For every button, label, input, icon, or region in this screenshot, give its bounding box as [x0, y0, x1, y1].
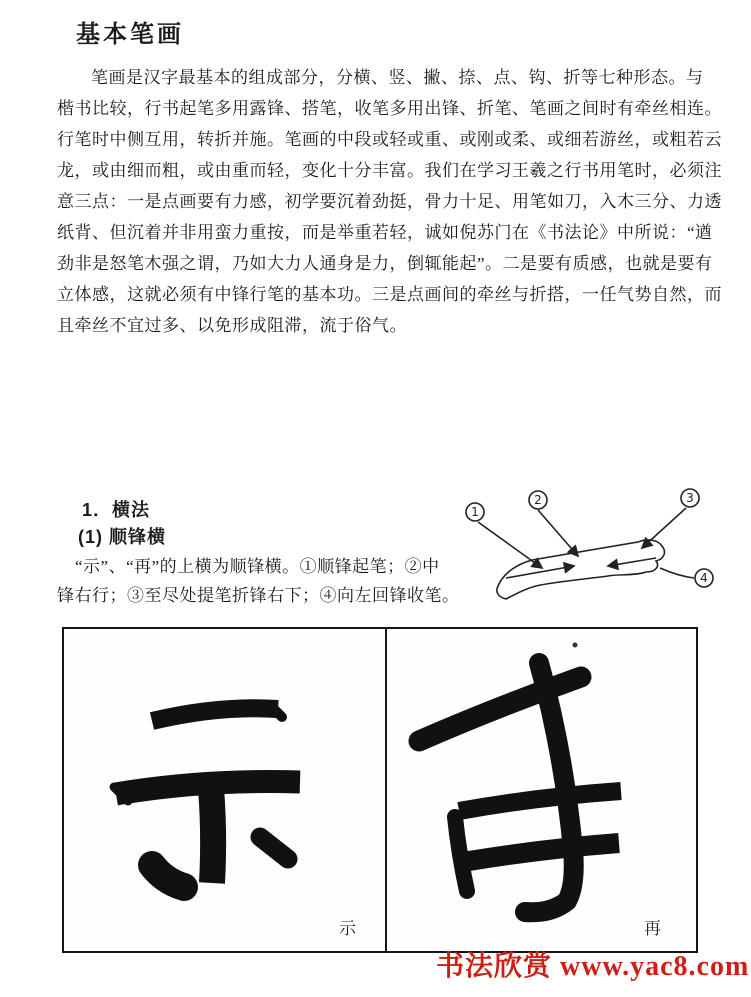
intro-paragraph — [57, 62, 722, 341]
svg-text:1: 1 — [471, 505, 479, 519]
intro-line: 意三点：一是点画要有力感，初学要沉着劲挺，骨力十足、用笔如刀，入木三分、力透 — [57, 192, 722, 211]
intro-line: 行笔时中侧互用，转折并施。笔画的中段或轻或重、或刚或柔、或细若游丝，或粗若云 — [57, 130, 722, 149]
example-box — [62, 627, 698, 953]
arrow-rightward — [506, 566, 574, 578]
intro-line: 笔画是汉字最基本的组成部分，分横、竖、撇、捺、点、钩、折等七种形态。与 — [91, 68, 704, 87]
section-body — [57, 552, 460, 610]
site-watermark: 书法欣赏 www.yac8.com — [436, 951, 750, 982]
intro-line: 立体感，这就必须有中锋行笔的基本功。三是点画间的牵丝与折搭，一任气势自然，而 — [57, 285, 722, 304]
calligraphy-shi — [64, 629, 385, 951]
intro-line: 龙，或由细而粗，或由重而轻，变化十分丰富。我们在学习王羲之行书用笔时，必须注 — [57, 161, 722, 180]
arrow-3 — [642, 508, 686, 548]
arrow-2 — [538, 510, 578, 556]
svg-text:2: 2 — [534, 493, 542, 507]
section-line: “示”、“再”的上横为顺锋横。①顺锋起笔；②中 — [75, 557, 440, 576]
svg-text:4: 4 — [700, 571, 708, 585]
connector-4 — [660, 568, 694, 578]
intro-line: 楷书比较，行书起笔多用露锋、搭笔，收笔多用出锋、折笔、笔画之间时有牵丝相连。 — [57, 99, 722, 118]
caption-shi: 示 — [339, 919, 357, 938]
arrow-1 — [478, 522, 542, 568]
intro-line: 纸背、但沉着并非用蛮力重按，而是举重若轻，诚如倪苏门在《书法论》中所说：“遒 — [57, 223, 713, 242]
calligraphy-zai — [387, 629, 698, 951]
section-heading: 1．横法 — [82, 500, 151, 520]
section-subheading: (1) 顺锋横 — [78, 527, 166, 547]
diagram-label-2 — [529, 491, 547, 509]
stroke-diagram — [448, 482, 748, 622]
page-title: 基本笔画 — [76, 21, 184, 48]
svg-text:3: 3 — [686, 491, 694, 505]
intro-line: 劲非是怒笔木强之谓，乃如大力人通身是力，倒辄能起”。二是要有质感，也就是要有 — [57, 254, 713, 273]
diagram-label-1 — [466, 503, 484, 521]
section-line: 锋右行；③至尽处提笔折锋右下；④向左回锋收笔。 — [57, 586, 460, 605]
diagram-label-4 — [695, 569, 713, 587]
diagram-label-3 — [681, 489, 699, 507]
stroke-outline — [497, 540, 665, 599]
intro-line: 且牵丝不宜过多、以免形成阻滞，流于俗气。 — [57, 316, 407, 335]
example-cell-shi — [64, 629, 387, 951]
caption-zai: 再 — [644, 919, 662, 938]
arrow-leftward — [608, 558, 656, 566]
example-cell-zai — [387, 629, 696, 951]
